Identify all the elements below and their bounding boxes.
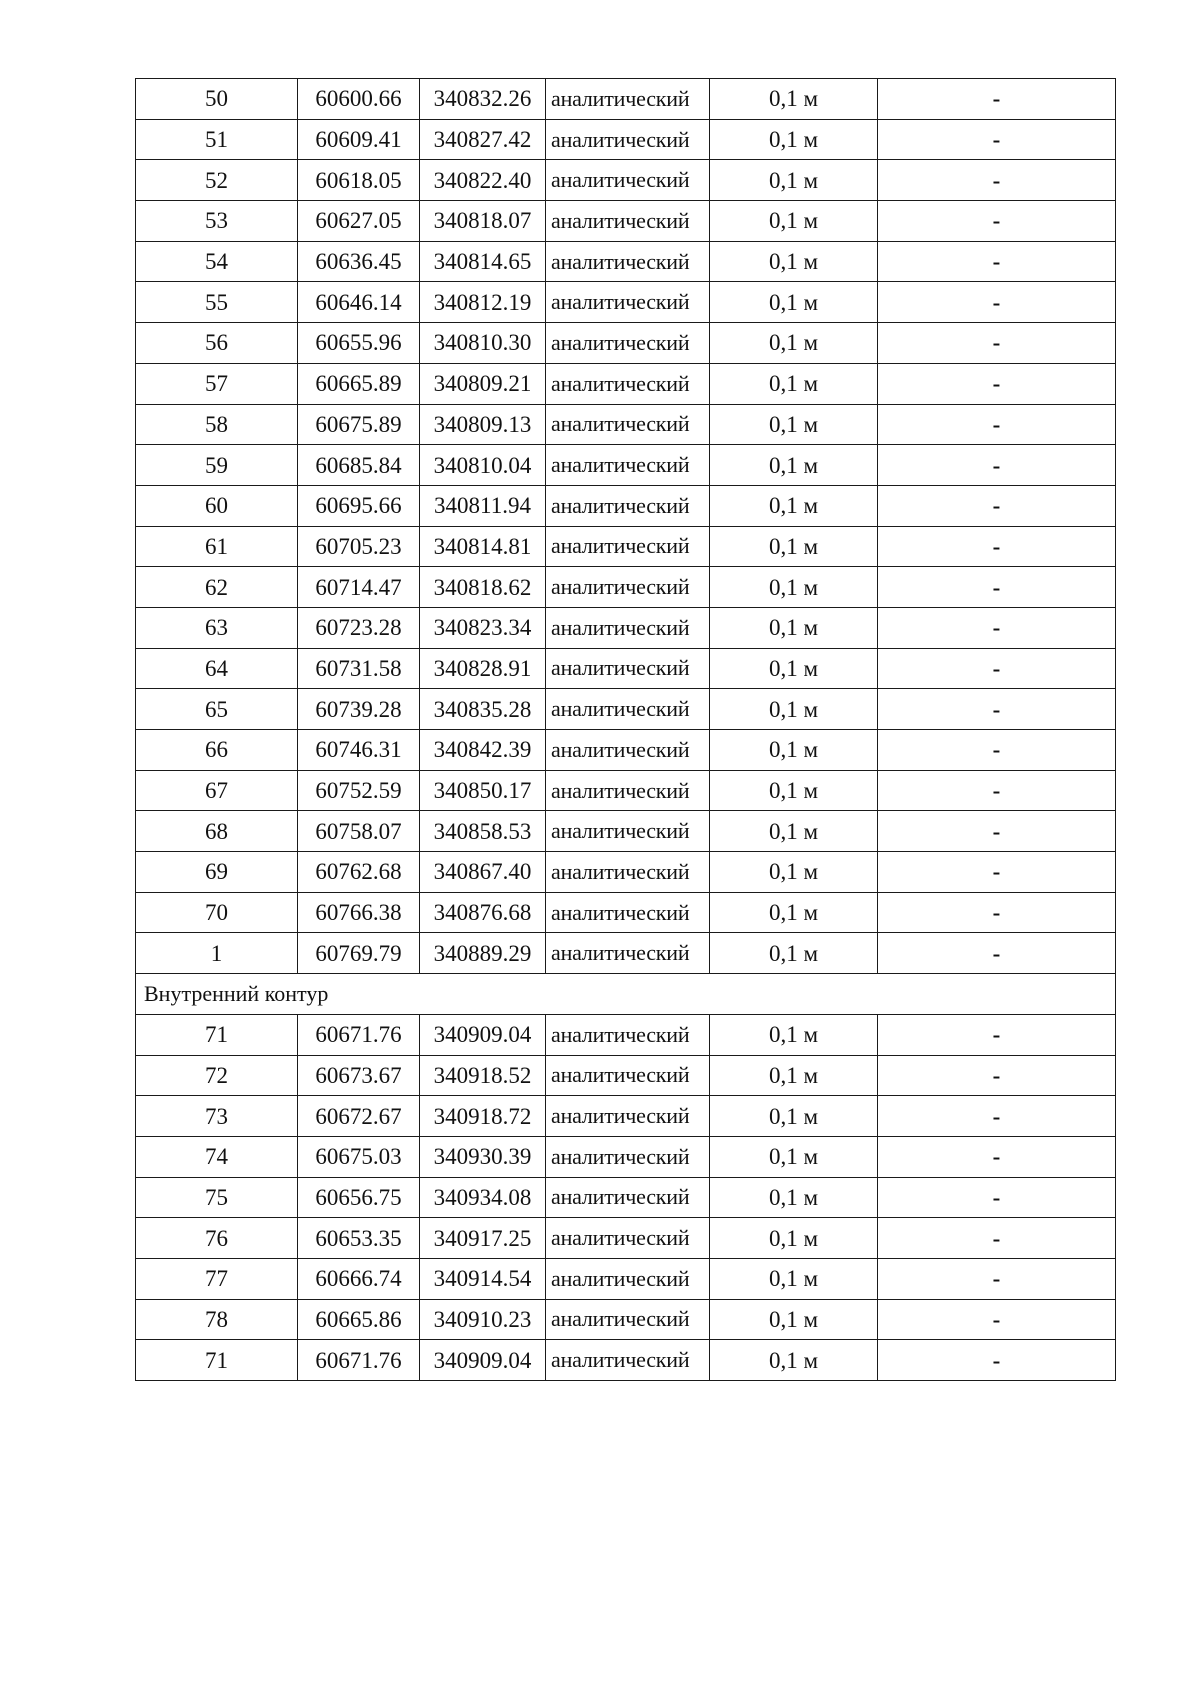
y-coordinate-cell: 340810.04: [420, 445, 546, 486]
point-number-cell: 61: [136, 526, 298, 567]
point-number-cell: 73: [136, 1096, 298, 1137]
point-number-cell: 53: [136, 201, 298, 242]
accuracy-cell: 0,1 м: [710, 689, 878, 730]
x-coordinate-cell: 60600.66: [298, 79, 420, 120]
table-row: [136, 404, 1116, 445]
y-coordinate-cell: 340835.28: [420, 689, 546, 730]
table-row: [136, 933, 1116, 974]
accuracy-cell: 0,1 м: [710, 1299, 878, 1340]
coordinates-table: [135, 78, 1116, 1381]
table-row: [136, 811, 1116, 852]
description-cell: -: [878, 363, 1116, 404]
description-cell: -: [878, 282, 1116, 323]
x-coordinate-cell: 60609.41: [298, 119, 420, 160]
accuracy-cell: 0,1 м: [710, 282, 878, 323]
x-coordinate-cell: 60627.05: [298, 201, 420, 242]
y-coordinate-cell: 340918.72: [420, 1096, 546, 1137]
x-coordinate-cell: 60671.76: [298, 1014, 420, 1055]
accuracy-cell: 0,1 м: [710, 1177, 878, 1218]
x-coordinate-cell: 60695.66: [298, 485, 420, 526]
table-row: [136, 1299, 1116, 1340]
accuracy-cell: 0,1 м: [710, 445, 878, 486]
x-coordinate-cell: 60685.84: [298, 445, 420, 486]
y-coordinate-cell: 340909.04: [420, 1340, 546, 1381]
point-number-cell: 69: [136, 852, 298, 893]
table-row: [136, 648, 1116, 689]
method-cell: аналитический: [546, 363, 710, 404]
method-cell: аналитический: [546, 567, 710, 608]
method-cell: аналитический: [546, 1218, 710, 1259]
table-row: [136, 770, 1116, 811]
point-number-cell: 52: [136, 160, 298, 201]
x-coordinate-cell: 60731.58: [298, 648, 420, 689]
accuracy-cell: 0,1 м: [710, 119, 878, 160]
method-cell: аналитический: [546, 607, 710, 648]
method-cell: аналитический: [546, 811, 710, 852]
description-cell: -: [878, 445, 1116, 486]
x-coordinate-cell: 60746.31: [298, 730, 420, 771]
point-number-cell: 66: [136, 730, 298, 771]
accuracy-cell: 0,1 м: [710, 404, 878, 445]
point-number-cell: 76: [136, 1218, 298, 1259]
table-row: [136, 852, 1116, 893]
point-number-cell: 63: [136, 607, 298, 648]
description-cell: -: [878, 1096, 1116, 1137]
accuracy-cell: 0,1 м: [710, 363, 878, 404]
table-row: [136, 1177, 1116, 1218]
accuracy-cell: 0,1 м: [710, 730, 878, 771]
accuracy-cell: 0,1 м: [710, 201, 878, 242]
point-number-cell: 74: [136, 1136, 298, 1177]
y-coordinate-cell: 340889.29: [420, 933, 546, 974]
method-cell: аналитический: [546, 160, 710, 201]
method-cell: аналитический: [546, 770, 710, 811]
description-cell: -: [878, 892, 1116, 933]
description-cell: -: [878, 1136, 1116, 1177]
point-number-cell: 77: [136, 1258, 298, 1299]
method-cell: аналитический: [546, 1177, 710, 1218]
x-coordinate-cell: 60766.38: [298, 892, 420, 933]
method-cell: аналитический: [546, 404, 710, 445]
method-cell: аналитический: [546, 648, 710, 689]
y-coordinate-cell: 340914.54: [420, 1258, 546, 1299]
table-row: [136, 160, 1116, 201]
table-row: [136, 119, 1116, 160]
accuracy-cell: 0,1 м: [710, 567, 878, 608]
point-number-cell: 59: [136, 445, 298, 486]
table-row: [136, 607, 1116, 648]
point-number-cell: 55: [136, 282, 298, 323]
x-coordinate-cell: 60636.45: [298, 241, 420, 282]
method-cell: аналитический: [546, 201, 710, 242]
method-cell: аналитический: [546, 852, 710, 893]
point-number-cell: 1: [136, 933, 298, 974]
y-coordinate-cell: 340810.30: [420, 323, 546, 364]
y-coordinate-cell: 340822.40: [420, 160, 546, 201]
description-cell: -: [878, 1258, 1116, 1299]
point-number-cell: 78: [136, 1299, 298, 1340]
accuracy-cell: 0,1 м: [710, 648, 878, 689]
y-coordinate-cell: 340814.81: [420, 526, 546, 567]
y-coordinate-cell: 340850.17: [420, 770, 546, 811]
x-coordinate-cell: 60665.89: [298, 363, 420, 404]
x-coordinate-cell: 60653.35: [298, 1218, 420, 1259]
x-coordinate-cell: 60655.96: [298, 323, 420, 364]
description-cell: -: [878, 811, 1116, 852]
method-cell: аналитический: [546, 485, 710, 526]
description-cell: -: [878, 1014, 1116, 1055]
x-coordinate-cell: 60666.74: [298, 1258, 420, 1299]
method-cell: аналитический: [546, 241, 710, 282]
x-coordinate-cell: 60769.79: [298, 933, 420, 974]
method-cell: аналитический: [546, 689, 710, 730]
method-cell: аналитический: [546, 79, 710, 120]
y-coordinate-cell: 340809.13: [420, 404, 546, 445]
point-number-cell: 75: [136, 1177, 298, 1218]
description-cell: -: [878, 119, 1116, 160]
point-number-cell: 50: [136, 79, 298, 120]
y-coordinate-cell: 340828.91: [420, 648, 546, 689]
y-coordinate-cell: 340823.34: [420, 607, 546, 648]
accuracy-cell: 0,1 м: [710, 607, 878, 648]
y-coordinate-cell: 340827.42: [420, 119, 546, 160]
section-label: Внутренний контур: [136, 974, 1116, 1015]
x-coordinate-cell: 60723.28: [298, 607, 420, 648]
method-cell: аналитический: [546, 1014, 710, 1055]
accuracy-cell: 0,1 м: [710, 79, 878, 120]
y-coordinate-cell: 340842.39: [420, 730, 546, 771]
x-coordinate-cell: 60673.67: [298, 1055, 420, 1096]
method-cell: аналитический: [546, 282, 710, 323]
y-coordinate-cell: 340832.26: [420, 79, 546, 120]
accuracy-cell: 0,1 м: [710, 1258, 878, 1299]
table-row: [136, 567, 1116, 608]
method-cell: аналитический: [546, 445, 710, 486]
table-row: [136, 282, 1116, 323]
table-row: [136, 1340, 1116, 1381]
y-coordinate-cell: 340867.40: [420, 852, 546, 893]
point-number-cell: 71: [136, 1340, 298, 1381]
table-row: [136, 526, 1116, 567]
description-cell: -: [878, 241, 1116, 282]
description-cell: -: [878, 730, 1116, 771]
table-row: [136, 445, 1116, 486]
y-coordinate-cell: 340811.94: [420, 485, 546, 526]
accuracy-cell: 0,1 м: [710, 241, 878, 282]
y-coordinate-cell: 340809.21: [420, 363, 546, 404]
method-cell: аналитический: [546, 892, 710, 933]
description-cell: -: [878, 160, 1116, 201]
y-coordinate-cell: 340858.53: [420, 811, 546, 852]
x-coordinate-cell: 60758.07: [298, 811, 420, 852]
description-cell: -: [878, 323, 1116, 364]
point-number-cell: 51: [136, 119, 298, 160]
point-number-cell: 62: [136, 567, 298, 608]
method-cell: аналитический: [546, 1340, 710, 1381]
section-row-inner-contour: [136, 974, 1116, 1015]
x-coordinate-cell: 60665.86: [298, 1299, 420, 1340]
y-coordinate-cell: 340818.62: [420, 567, 546, 608]
accuracy-cell: 0,1 м: [710, 852, 878, 893]
x-coordinate-cell: 60646.14: [298, 282, 420, 323]
method-cell: аналитический: [546, 1258, 710, 1299]
method-cell: аналитический: [546, 526, 710, 567]
y-coordinate-cell: 340930.39: [420, 1136, 546, 1177]
description-cell: -: [878, 852, 1116, 893]
x-coordinate-cell: 60762.68: [298, 852, 420, 893]
description-cell: -: [878, 526, 1116, 567]
accuracy-cell: 0,1 м: [710, 1055, 878, 1096]
accuracy-cell: 0,1 м: [710, 323, 878, 364]
y-coordinate-cell: 340909.04: [420, 1014, 546, 1055]
accuracy-cell: 0,1 м: [710, 485, 878, 526]
table-row: [136, 79, 1116, 120]
table-row: [136, 1258, 1116, 1299]
point-number-cell: 54: [136, 241, 298, 282]
description-cell: -: [878, 1177, 1116, 1218]
description-cell: -: [878, 607, 1116, 648]
point-number-cell: 64: [136, 648, 298, 689]
x-coordinate-cell: 60714.47: [298, 567, 420, 608]
table-row: [136, 1218, 1116, 1259]
point-number-cell: 58: [136, 404, 298, 445]
description-cell: -: [878, 689, 1116, 730]
accuracy-cell: 0,1 м: [710, 770, 878, 811]
point-number-cell: 70: [136, 892, 298, 933]
accuracy-cell: 0,1 м: [710, 811, 878, 852]
description-cell: -: [878, 567, 1116, 608]
accuracy-cell: 0,1 м: [710, 1218, 878, 1259]
description-cell: -: [878, 1299, 1116, 1340]
description-cell: -: [878, 1218, 1116, 1259]
method-cell: аналитический: [546, 1055, 710, 1096]
table-row: [136, 1014, 1116, 1055]
x-coordinate-cell: 60752.59: [298, 770, 420, 811]
table-row: [136, 1096, 1116, 1137]
accuracy-cell: 0,1 м: [710, 1014, 878, 1055]
accuracy-cell: 0,1 м: [710, 526, 878, 567]
method-cell: аналитический: [546, 933, 710, 974]
description-cell: -: [878, 485, 1116, 526]
method-cell: аналитический: [546, 1096, 710, 1137]
table-row: [136, 1136, 1116, 1177]
point-number-cell: 60: [136, 485, 298, 526]
x-coordinate-cell: 60739.28: [298, 689, 420, 730]
point-number-cell: 67: [136, 770, 298, 811]
y-coordinate-cell: 340918.52: [420, 1055, 546, 1096]
method-cell: аналитический: [546, 1136, 710, 1177]
table-row: [136, 201, 1116, 242]
description-cell: -: [878, 201, 1116, 242]
method-cell: аналитический: [546, 323, 710, 364]
y-coordinate-cell: 340812.19: [420, 282, 546, 323]
description-cell: -: [878, 770, 1116, 811]
table-row: [136, 892, 1116, 933]
method-cell: аналитический: [546, 730, 710, 771]
table-row: [136, 689, 1116, 730]
method-cell: аналитический: [546, 119, 710, 160]
y-coordinate-cell: 340876.68: [420, 892, 546, 933]
coordinates-table-body: [136, 79, 1116, 1381]
x-coordinate-cell: 60675.03: [298, 1136, 420, 1177]
table-row: [136, 363, 1116, 404]
description-cell: -: [878, 648, 1116, 689]
description-cell: -: [878, 933, 1116, 974]
point-number-cell: 65: [136, 689, 298, 730]
x-coordinate-cell: 60618.05: [298, 160, 420, 201]
accuracy-cell: 0,1 м: [710, 160, 878, 201]
y-coordinate-cell: 340917.25: [420, 1218, 546, 1259]
table-row: [136, 485, 1116, 526]
y-coordinate-cell: 340910.23: [420, 1299, 546, 1340]
point-number-cell: 68: [136, 811, 298, 852]
x-coordinate-cell: 60671.76: [298, 1340, 420, 1381]
point-number-cell: 57: [136, 363, 298, 404]
point-number-cell: 56: [136, 323, 298, 364]
point-number-cell: 72: [136, 1055, 298, 1096]
description-cell: -: [878, 404, 1116, 445]
method-cell: аналитический: [546, 1299, 710, 1340]
accuracy-cell: 0,1 м: [710, 1340, 878, 1381]
y-coordinate-cell: 340814.65: [420, 241, 546, 282]
description-cell: -: [878, 1340, 1116, 1381]
table-row: [136, 1055, 1116, 1096]
accuracy-cell: 0,1 м: [710, 892, 878, 933]
x-coordinate-cell: 60675.89: [298, 404, 420, 445]
y-coordinate-cell: 340934.08: [420, 1177, 546, 1218]
table-row: [136, 730, 1116, 771]
description-cell: -: [878, 1055, 1116, 1096]
point-number-cell: 71: [136, 1014, 298, 1055]
table-row: [136, 241, 1116, 282]
x-coordinate-cell: 60656.75: [298, 1177, 420, 1218]
x-coordinate-cell: 60672.67: [298, 1096, 420, 1137]
description-cell: -: [878, 79, 1116, 120]
accuracy-cell: 0,1 м: [710, 933, 878, 974]
y-coordinate-cell: 340818.07: [420, 201, 546, 242]
accuracy-cell: 0,1 м: [710, 1096, 878, 1137]
x-coordinate-cell: 60705.23: [298, 526, 420, 567]
accuracy-cell: 0,1 м: [710, 1136, 878, 1177]
table-row: [136, 323, 1116, 364]
